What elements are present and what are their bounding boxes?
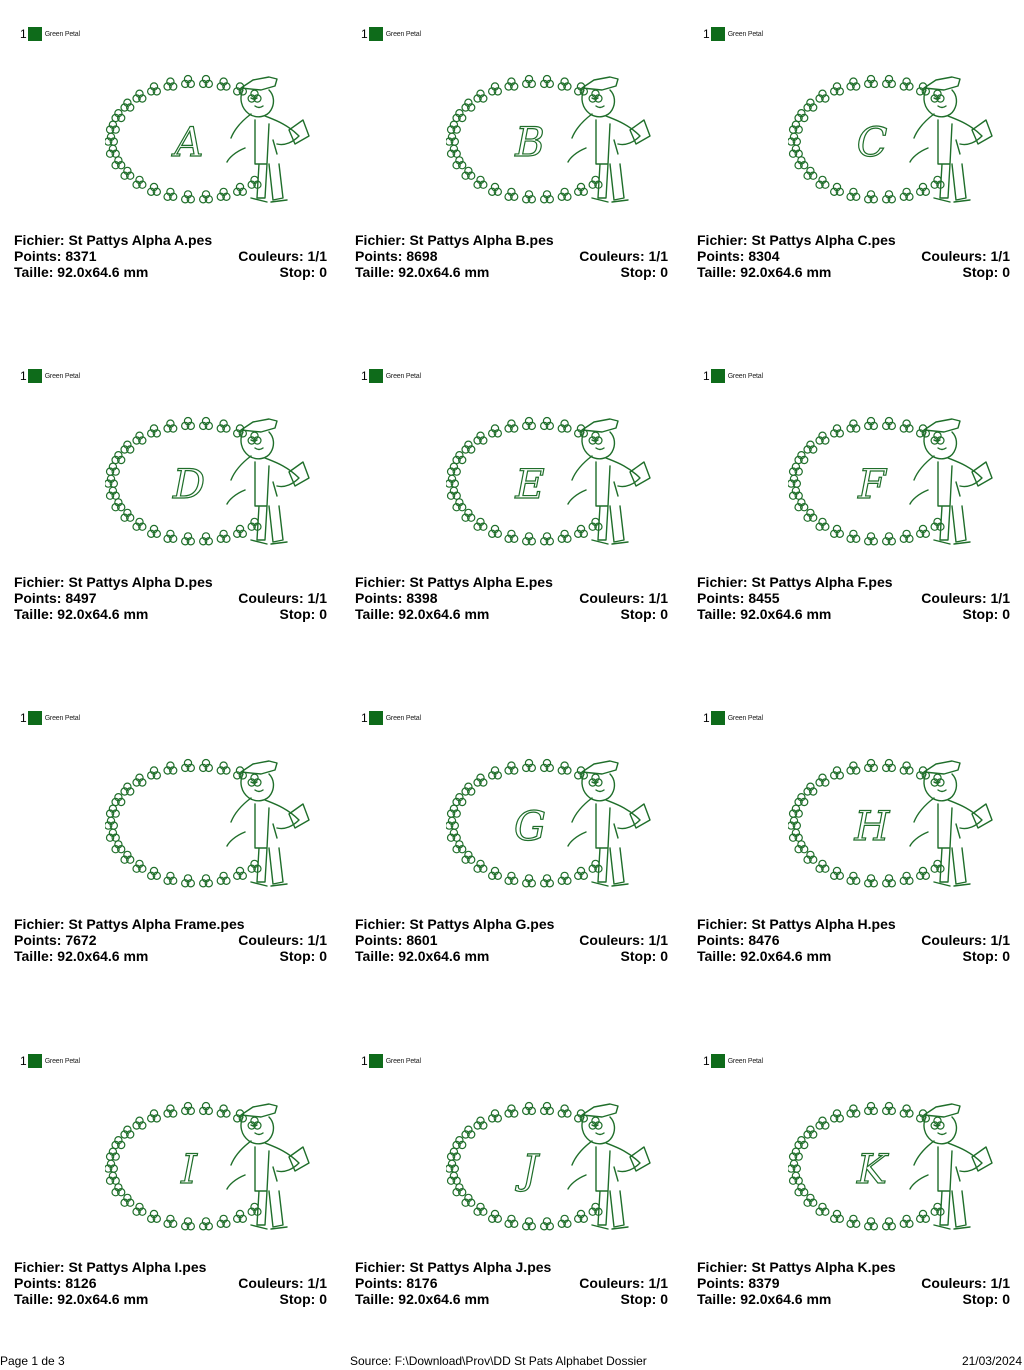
color-count: Couleurs: 1/1 <box>238 1275 327 1291</box>
file-name: Fichier: St Pattys Alpha I.pes <box>14 1259 207 1275</box>
file-name: Fichier: St Pattys Alpha H.pes <box>697 916 896 932</box>
design-size: Taille: 92.0x64.6 mm <box>697 606 832 622</box>
design-info <box>14 916 327 964</box>
thread-legend <box>20 1053 80 1069</box>
monogram-letter: A <box>174 120 204 166</box>
shamrock-frame-leprechaun-image <box>105 1087 335 1247</box>
design-size: Taille: 92.0x64.6 mm <box>697 948 832 964</box>
embroidery-preview <box>446 1087 676 1247</box>
stop-count: Stop: 0 <box>620 1291 668 1307</box>
shamrock-frame-leprechaun-image <box>788 402 1018 562</box>
thread-legend <box>361 368 421 384</box>
thread-name: Green Petal <box>727 30 763 38</box>
stitch-count: Points: 8497 <box>14 590 97 606</box>
color-count: Couleurs: 1/1 <box>921 932 1010 948</box>
embroidery-preview <box>788 60 1018 220</box>
embroidery-preview <box>105 402 335 562</box>
design-card[interactable] <box>0 684 341 1027</box>
thread-legend <box>703 26 763 42</box>
design-info <box>697 1259 1010 1307</box>
stitch-count: Points: 8126 <box>14 1275 97 1291</box>
thread-legend <box>20 26 80 42</box>
thread-legend <box>361 26 421 42</box>
stop-count: Stop: 0 <box>962 948 1010 964</box>
shamrock-frame-leprechaun-image <box>788 744 1018 904</box>
monogram-letter: C <box>856 120 888 166</box>
source-path: Source: F:\Download\Prov\DD St Pats Alphabet Dossier <box>350 1354 647 1368</box>
thread-name: Green Petal <box>385 1057 421 1065</box>
stop-count: Stop: 0 <box>279 948 327 964</box>
shamrock-frame-leprechaun-image <box>446 1087 676 1247</box>
embroidery-preview <box>105 60 335 220</box>
thread-legend <box>703 710 763 726</box>
design-card[interactable] <box>0 342 341 684</box>
stop-count: Stop: 0 <box>962 606 1010 622</box>
file-name: Fichier: St Pattys Alpha F.pes <box>697 574 893 590</box>
thread-number: 1 <box>20 27 27 41</box>
shamrock-frame-leprechaun-image <box>105 60 335 220</box>
thread-legend <box>703 368 763 384</box>
stitch-count: Points: 8601 <box>355 932 438 948</box>
embroidery-preview <box>105 744 335 904</box>
design-card[interactable] <box>341 684 683 1027</box>
page-footer <box>0 1352 1024 1370</box>
embroidery-preview <box>788 1087 1018 1247</box>
design-size: Taille: 92.0x64.6 mm <box>697 1291 832 1307</box>
thread-legend <box>20 368 80 384</box>
thread-name: Green Petal <box>727 1057 763 1065</box>
thread-color-swatch <box>28 1054 42 1068</box>
stop-count: Stop: 0 <box>279 264 327 280</box>
embroidery-preview <box>446 402 676 562</box>
design-card[interactable] <box>683 684 1024 1027</box>
color-count: Couleurs: 1/1 <box>579 1275 668 1291</box>
design-info <box>14 1259 327 1307</box>
color-count: Couleurs: 1/1 <box>238 590 327 606</box>
thread-name: Green Petal <box>44 372 80 380</box>
design-size: Taille: 92.0x64.6 mm <box>355 948 490 964</box>
thread-color-swatch <box>711 1054 725 1068</box>
thread-color-swatch <box>369 711 383 725</box>
thread-number: 1 <box>361 711 368 725</box>
embroidery-preview <box>788 402 1018 562</box>
file-name: Fichier: St Pattys Alpha D.pes <box>14 574 213 590</box>
design-info <box>355 574 668 622</box>
thread-number: 1 <box>20 711 27 725</box>
design-size: Taille: 92.0x64.6 mm <box>14 606 149 622</box>
thread-color-swatch <box>711 711 725 725</box>
thread-name: Green Petal <box>44 30 80 38</box>
color-count: Couleurs: 1/1 <box>579 590 668 606</box>
thread-name: Green Petal <box>44 714 80 722</box>
thread-number: 1 <box>361 1054 368 1068</box>
stop-count: Stop: 0 <box>962 264 1010 280</box>
design-size: Taille: 92.0x64.6 mm <box>14 264 149 280</box>
design-size: Taille: 92.0x64.6 mm <box>14 948 149 964</box>
design-size: Taille: 92.0x64.6 mm <box>355 264 490 280</box>
thread-color-swatch <box>28 27 42 41</box>
embroidery-preview <box>105 1087 335 1247</box>
file-name: Fichier: St Pattys Alpha K.pes <box>697 1259 896 1275</box>
design-info <box>355 1259 668 1307</box>
thread-legend <box>20 710 80 726</box>
monogram-letter: J <box>521 1147 539 1193</box>
shamrock-frame-leprechaun-image <box>446 402 676 562</box>
shamrock-frame-leprechaun-image <box>788 1087 1018 1247</box>
file-name: Fichier: St Pattys Alpha B.pes <box>355 232 554 248</box>
design-info <box>14 232 327 280</box>
thread-color-swatch <box>28 711 42 725</box>
monogram-letter: D <box>172 462 206 508</box>
thread-color-swatch <box>369 27 383 41</box>
color-count: Couleurs: 1/1 <box>238 248 327 264</box>
thread-number: 1 <box>703 711 710 725</box>
design-card[interactable] <box>683 342 1024 684</box>
monogram-letter: E <box>515 462 545 508</box>
design-card[interactable] <box>341 0 683 342</box>
shamrock-wreath <box>105 760 261 887</box>
monogram-letter: B <box>515 120 545 166</box>
thread-number: 1 <box>703 369 710 383</box>
design-info <box>355 232 668 280</box>
stop-count: Stop: 0 <box>279 606 327 622</box>
design-info <box>697 232 1010 280</box>
shamrock-frame-leprechaun-image <box>105 402 335 562</box>
color-count: Couleurs: 1/1 <box>921 1275 1010 1291</box>
thread-name: Green Petal <box>385 714 421 722</box>
design-card[interactable] <box>341 1027 683 1370</box>
thread-color-swatch <box>369 369 383 383</box>
thread-color-swatch <box>28 369 42 383</box>
shamrock-frame-leprechaun-image <box>788 60 1018 220</box>
color-count: Couleurs: 1/1 <box>579 248 668 264</box>
design-card[interactable] <box>341 342 683 684</box>
stop-count: Stop: 0 <box>279 1291 327 1307</box>
stop-count: Stop: 0 <box>620 948 668 964</box>
embroidery-preview <box>788 744 1018 904</box>
thread-number: 1 <box>20 1054 27 1068</box>
stop-count: Stop: 0 <box>962 1291 1010 1307</box>
design-card[interactable] <box>683 0 1024 342</box>
file-name: Fichier: St Pattys Alpha E.pes <box>355 574 553 590</box>
monogram-letter: K <box>857 1147 887 1193</box>
design-size: Taille: 92.0x64.6 mm <box>697 264 832 280</box>
thread-number: 1 <box>361 27 368 41</box>
print-date: 21/03/2024 <box>961 1354 1022 1368</box>
design-info <box>697 574 1010 622</box>
design-info <box>697 916 1010 964</box>
stitch-count: Points: 7672 <box>14 932 97 948</box>
design-card[interactable] <box>0 1027 341 1370</box>
stitch-count: Points: 8698 <box>355 248 438 264</box>
shamrock-frame-leprechaun-image <box>446 744 676 904</box>
stitch-count: Points: 8176 <box>355 1275 438 1291</box>
thread-name: Green Petal <box>727 372 763 380</box>
embroidery-preview <box>446 60 676 220</box>
monogram-letter: I <box>181 1147 197 1193</box>
thread-name: Green Petal <box>385 30 421 38</box>
thread-name: Green Petal <box>385 372 421 380</box>
file-name: Fichier: St Pattys Alpha A.pes <box>14 232 213 248</box>
thread-number: 1 <box>20 369 27 383</box>
color-count: Couleurs: 1/1 <box>921 248 1010 264</box>
stitch-count: Points: 8379 <box>697 1275 780 1291</box>
thread-number: 1 <box>703 1054 710 1068</box>
design-size: Taille: 92.0x64.6 mm <box>355 606 490 622</box>
thread-name: Green Petal <box>44 1057 80 1065</box>
stitch-count: Points: 8455 <box>697 590 780 606</box>
thread-legend <box>703 1053 763 1069</box>
stitch-count: Points: 8398 <box>355 590 438 606</box>
design-info <box>355 916 668 964</box>
design-size: Taille: 92.0x64.6 mm <box>14 1291 149 1307</box>
stitch-count: Points: 8371 <box>14 248 97 264</box>
color-count: Couleurs: 1/1 <box>238 932 327 948</box>
stop-count: Stop: 0 <box>620 264 668 280</box>
thread-color-swatch <box>711 369 725 383</box>
page-number: Page 1 de 3 <box>0 1354 65 1368</box>
design-info <box>14 574 327 622</box>
file-name: Fichier: St Pattys Alpha Frame.pes <box>14 916 245 932</box>
file-name: Fichier: St Pattys Alpha G.pes <box>355 916 555 932</box>
monogram-letter: G <box>514 804 546 850</box>
shamrock-frame-leprechaun-image <box>105 744 335 904</box>
stitch-count: Points: 8476 <box>697 932 780 948</box>
thread-legend <box>361 1053 421 1069</box>
file-name: Fichier: St Pattys Alpha J.pes <box>355 1259 552 1275</box>
thread-name: Green Petal <box>727 714 763 722</box>
file-name: Fichier: St Pattys Alpha C.pes <box>697 232 896 248</box>
design-card[interactable] <box>0 0 341 342</box>
design-size: Taille: 92.0x64.6 mm <box>355 1291 490 1307</box>
color-count: Couleurs: 1/1 <box>579 932 668 948</box>
thread-color-swatch <box>711 27 725 41</box>
thread-legend <box>361 710 421 726</box>
stitch-count: Points: 8304 <box>697 248 780 264</box>
embroidery-preview <box>446 744 676 904</box>
thread-number: 1 <box>703 27 710 41</box>
design-card[interactable] <box>683 1027 1024 1370</box>
thread-color-swatch <box>369 1054 383 1068</box>
color-count: Couleurs: 1/1 <box>921 590 1010 606</box>
shamrock-frame-leprechaun-image <box>446 60 676 220</box>
monogram-letter: F <box>858 462 886 508</box>
stop-count: Stop: 0 <box>620 606 668 622</box>
monogram-letter: H <box>854 804 890 850</box>
thread-number: 1 <box>361 369 368 383</box>
